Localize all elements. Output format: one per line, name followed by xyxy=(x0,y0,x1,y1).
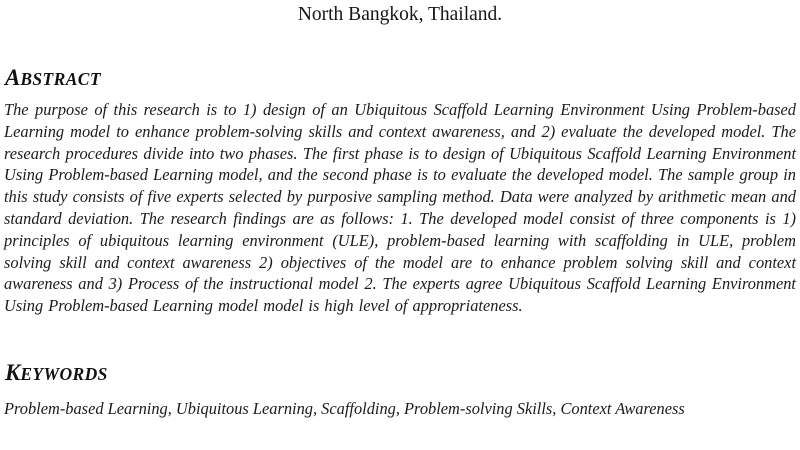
keywords-heading xyxy=(5,361,108,384)
keywords-heading-rest: EYWORDS xyxy=(20,364,108,384)
abstract-heading-initial: A xyxy=(5,65,21,90)
abstract-text: The purpose of this research is to 1) design of an Ubiquitous Scaffold Learning Environment Using Problem-based Learning model to enhance problem-solving skills and context awareness, and 2) evaluate the developed model. The research procedures divide into two phases. The first phase is to design of Ubiquitous Scaffold Learning Environment Using Problem-based Learning model, and the second phase is to evaluate the developed model. The sample group in this study consists of five experts selected by purposive sampling method. Data were analyzed by arithmetic mean and standard deviation. The research findings are as follows: 1. The developed model consist of three components is 1) principles of ubiquitous learning environment (ULE), problem-based learning with scaffolding in ULE, problem solving skill and context awareness 2) objectives of the model are to enhance problem solving skill and context awareness and 3) Process of the instructional model 2. The experts agree Ubiquitous Scaffold Learning Environment Using Problem-based Learning model model is high level of appropriateness. xyxy=(4,100,796,316)
keywords-text: Problem-based Learning, Ubiquitous Learning, Scaffolding, Problem-solving Skills, Context Awareness xyxy=(4,399,685,418)
affiliation-line: North Bangkok, Thailand. xyxy=(297,4,503,25)
abstract-heading-rest: BSTRACT xyxy=(20,69,101,89)
abstract-heading xyxy=(5,66,101,89)
keywords-heading-initial: K xyxy=(5,360,21,385)
